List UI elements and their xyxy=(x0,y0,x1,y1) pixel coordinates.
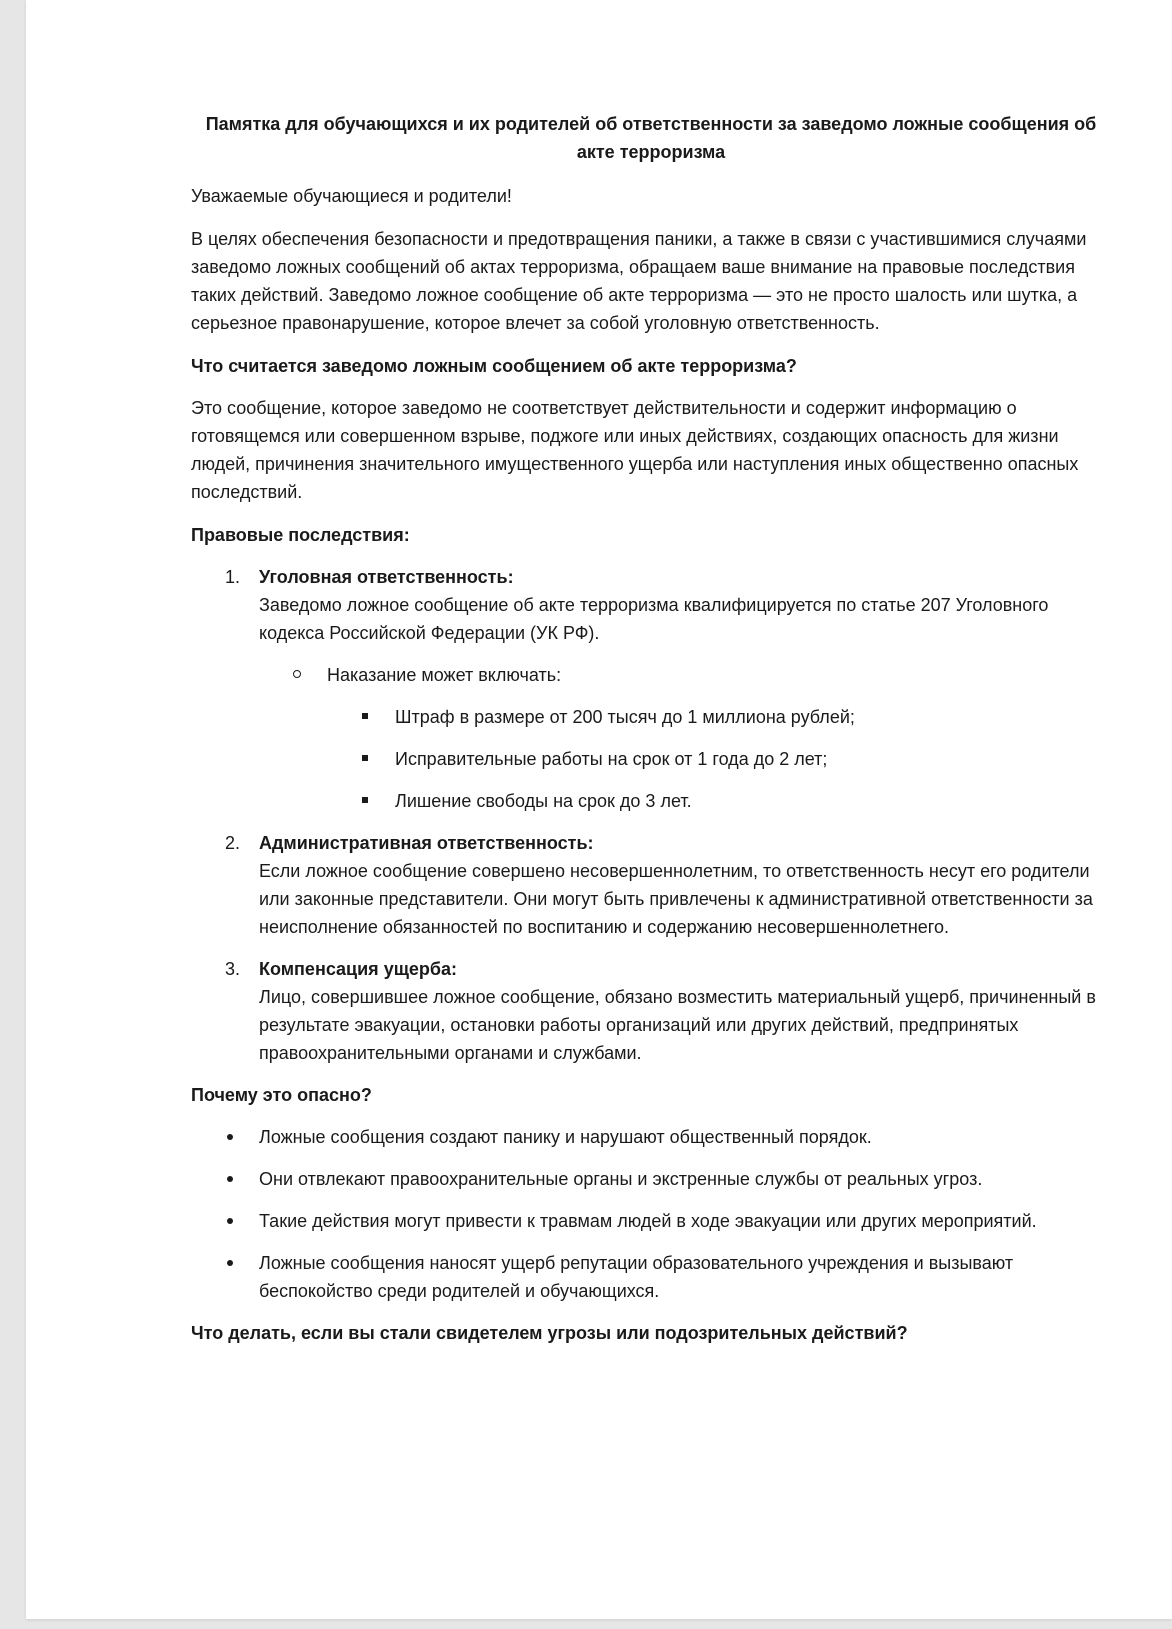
list-item-title: Компенсация ущерба: xyxy=(259,959,458,979)
list-item-administrative xyxy=(191,829,1111,941)
punishment-sublist xyxy=(259,661,1111,815)
bullet-icon xyxy=(227,1134,233,1140)
danger-item xyxy=(191,1249,1111,1305)
danger-item-text: Ложные сообщения наносят ущерб репутации образовательного учреждения и вызывают беспокойство среди родителей и обучающихся. xyxy=(259,1253,1014,1301)
punishment-item-text: Штраф в размере от 200 тысяч до 1 миллиона рублей; xyxy=(395,707,855,727)
section-heading-danger: Почему это опасно? xyxy=(191,1085,372,1105)
punishment-item-text: Исправительные работы на срок от 1 года до 2 лет; xyxy=(395,749,828,769)
square-bullet-icon xyxy=(362,755,368,761)
document-title: Памятка для обучающихся и их родителей об ответственности за заведомо ложные сообщения об акте терроризма xyxy=(205,114,1097,162)
section-heading-consequences: Правовые последствия: xyxy=(191,525,410,545)
section-heading-what-to-do: Что делать, если вы стали свидетелем угрозы или подозрительных действий? xyxy=(191,1323,908,1343)
list-item-number: 2. xyxy=(225,833,241,853)
bullet-icon xyxy=(227,1176,233,1182)
square-bullet-icon xyxy=(362,797,368,803)
list-item-criminal xyxy=(191,563,1111,815)
consequences-list xyxy=(191,563,1111,1067)
punishment-label: Наказание может включать: xyxy=(327,665,562,685)
danger-item xyxy=(191,1165,1111,1193)
intro-paragraph: В целях обеспечения безопасности и предотвращения паники, а также в связи с участившимися случаями заведомо ложных сообщений об актах терроризма, обращаем ваше внимание на правовые последствия таких действий. Заведомо ложное сообщение об акте терроризма — это не просто шалость или шутка, а серьезное правонарушение, которое влечет за собой уголовную ответственность. xyxy=(191,229,1087,333)
punishment-item xyxy=(327,703,1111,731)
punishment-items xyxy=(327,703,1111,815)
danger-item-text: Они отвлекают правоохранительные органы и экстренные службы от реальных угроз. xyxy=(259,1169,983,1189)
list-item-number: 3. xyxy=(225,959,241,979)
circle-bullet-icon xyxy=(293,670,301,678)
document-page xyxy=(26,0,1172,1619)
list-item-title: Административная ответственность: xyxy=(259,833,594,853)
punishment-item xyxy=(327,745,1111,773)
list-item-number: 1. xyxy=(225,567,241,587)
bullet-icon xyxy=(227,1218,233,1224)
list-item-text: Заведомо ложное сообщение об акте терроризма квалифицируется по статье 207 Уголовного кодекса Российской Федерации (УК РФ). xyxy=(259,595,1049,643)
definition-paragraph: Это сообщение, которое заведомо не соответствует действительности и содержит информацию о готовящемся или совершенном взрыве, поджоге или иных действиях, создающих опасность для жизни людей, причинения значительного имущественного ущерба или наступления иных общественно опасных последствий. xyxy=(191,398,1079,502)
square-bullet-icon xyxy=(362,713,368,719)
list-item-text: Лицо, совершившее ложное сообщение, обязано возместить материальный ущерб, причиненный в результате эвакуации, остановки работы организаций или других действий, предпринятых правоохранительными органами и службами. xyxy=(259,987,1096,1063)
danger-item-text: Ложные сообщения создают панику и нарушают общественный порядок. xyxy=(259,1127,872,1147)
document-content xyxy=(191,110,1111,1361)
danger-item xyxy=(191,1207,1111,1235)
danger-list xyxy=(191,1123,1111,1305)
danger-item-text: Такие действия могут привести к травмам людей в ходе эвакуации или других мероприятий. xyxy=(259,1211,1037,1231)
punishment-item-text: Лишение свободы на срок до 3 лет. xyxy=(395,791,692,811)
list-item-title: Уголовная ответственность: xyxy=(259,567,514,587)
punishment-item xyxy=(327,787,1111,815)
greeting: Уважаемые обучающиеся и родители! xyxy=(191,186,512,206)
list-item-compensation xyxy=(191,955,1111,1067)
section-heading-definition: Что считается заведомо ложным сообщением об акте терроризма? xyxy=(191,356,797,376)
danger-item xyxy=(191,1123,1111,1151)
list-item-text: Если ложное сообщение совершено несовершеннолетним, то ответственность несут его родители или законные представители. Они могут быть привлечены к административной ответственности за неисполнение обязанностей по воспитанию и содержанию несовершеннолетнего. xyxy=(259,861,1093,937)
bullet-icon xyxy=(227,1260,233,1266)
